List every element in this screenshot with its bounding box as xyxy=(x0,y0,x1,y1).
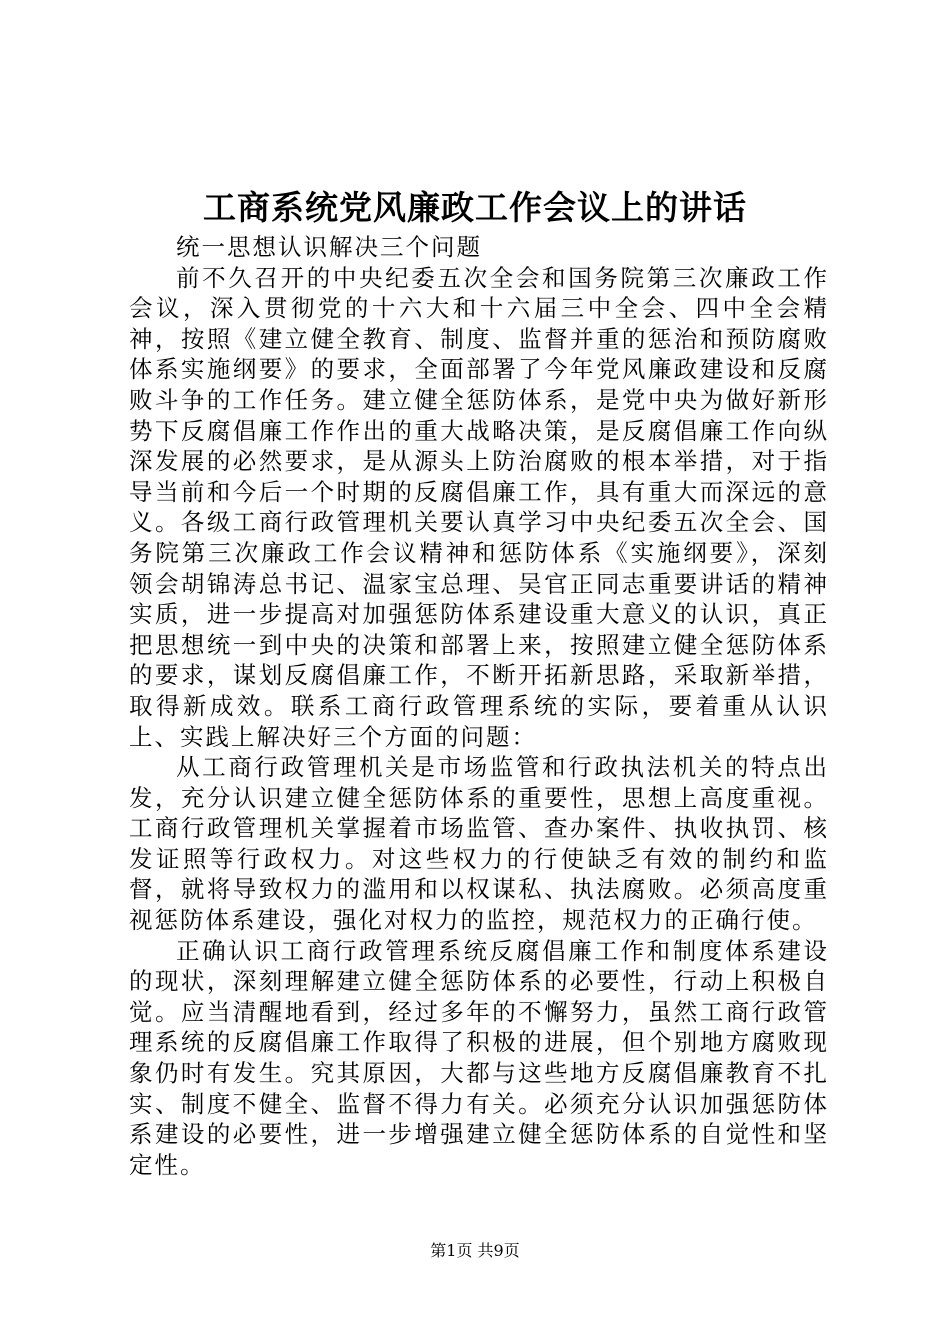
page-number: 第1页 共9页 xyxy=(430,1241,520,1260)
section-heading: 统一思想认识解决三个问题 xyxy=(176,233,482,261)
document-title: 工商系统党风廉政工作会议上的讲话 xyxy=(203,188,747,227)
document-body xyxy=(129,232,829,1180)
body-paragraph: 从工商行政管理机关是市场监管和行政执法机关的特点出发，充分认识建立健全惩防体系的重要性，思想上高度重视。工商行政管理机关掌握着市场监管、查办案件、执收执罚、核发证照等行政权力。对这些权力的行使缺乏有效的制约和监督，就将导致权力的滥用和以权谋私、执法腐败。必须高度重视惩防体系建设，强化对权力的监控，规范权力的正确行使。 xyxy=(129,753,829,935)
body-paragraph: 前不久召开的中央纪委五次全会和国务院第三次廉政工作会议，深入贯彻党的十六大和十六届三中全会、四中全会精神，按照《建立健全教育、制度、监督并重的惩治和预防腐败体系实施纲要》的要求，全面部署了今年党风廉政建设和反腐败斗争的工作任务。建立健全惩防体系，是党中央为做好新形势下反腐倡廉工作作出的重大战略决策，是反腐倡廉工作向纵深发展的必然要求，是从源头上防治腐败的根本举措，对于指导当前和今后一个时期的反腐倡廉工作，具有重大而深远的意义。各级工商行政管理机关要认真学习中央纪委五次全会、国务院第三次廉政工作会议精神和惩防体系《实施纲要》，深刻领会胡锦涛总书记、温家宝总理、吴官正同志重要讲话的精神实质，进一步提高对加强惩防体系建设重大意义的认识，真正把思想统一到中央的决策和部署上来，按照建立健全惩防体系的要求，谋划反腐倡廉工作，不断开拓新思路，采取新举措，取得新成效。联系工商行政管理系统的实际，要着重从认识上、实践上解决好三个方面的问题： xyxy=(129,263,829,751)
body-paragraph: 正确认识工商行政管理系统反腐倡廉工作和制度体系建设的现状，深刻理解建立健全惩防体系的必要性，行动上积极自觉。应当清醒地看到，经过多年的不懈努力，虽然工商行政管理系统的反腐倡廉工作取得了积极的进展，但个别地方腐败现象仍时有发生。究其原因，大都与这些地方反腐倡廉教育不扎实、制度不健全、监督不得力有关。必须充分认识加强惩防体系建设的必要性，进一步增强建立健全惩防体系的自觉性和坚定性。 xyxy=(129,936,829,1179)
